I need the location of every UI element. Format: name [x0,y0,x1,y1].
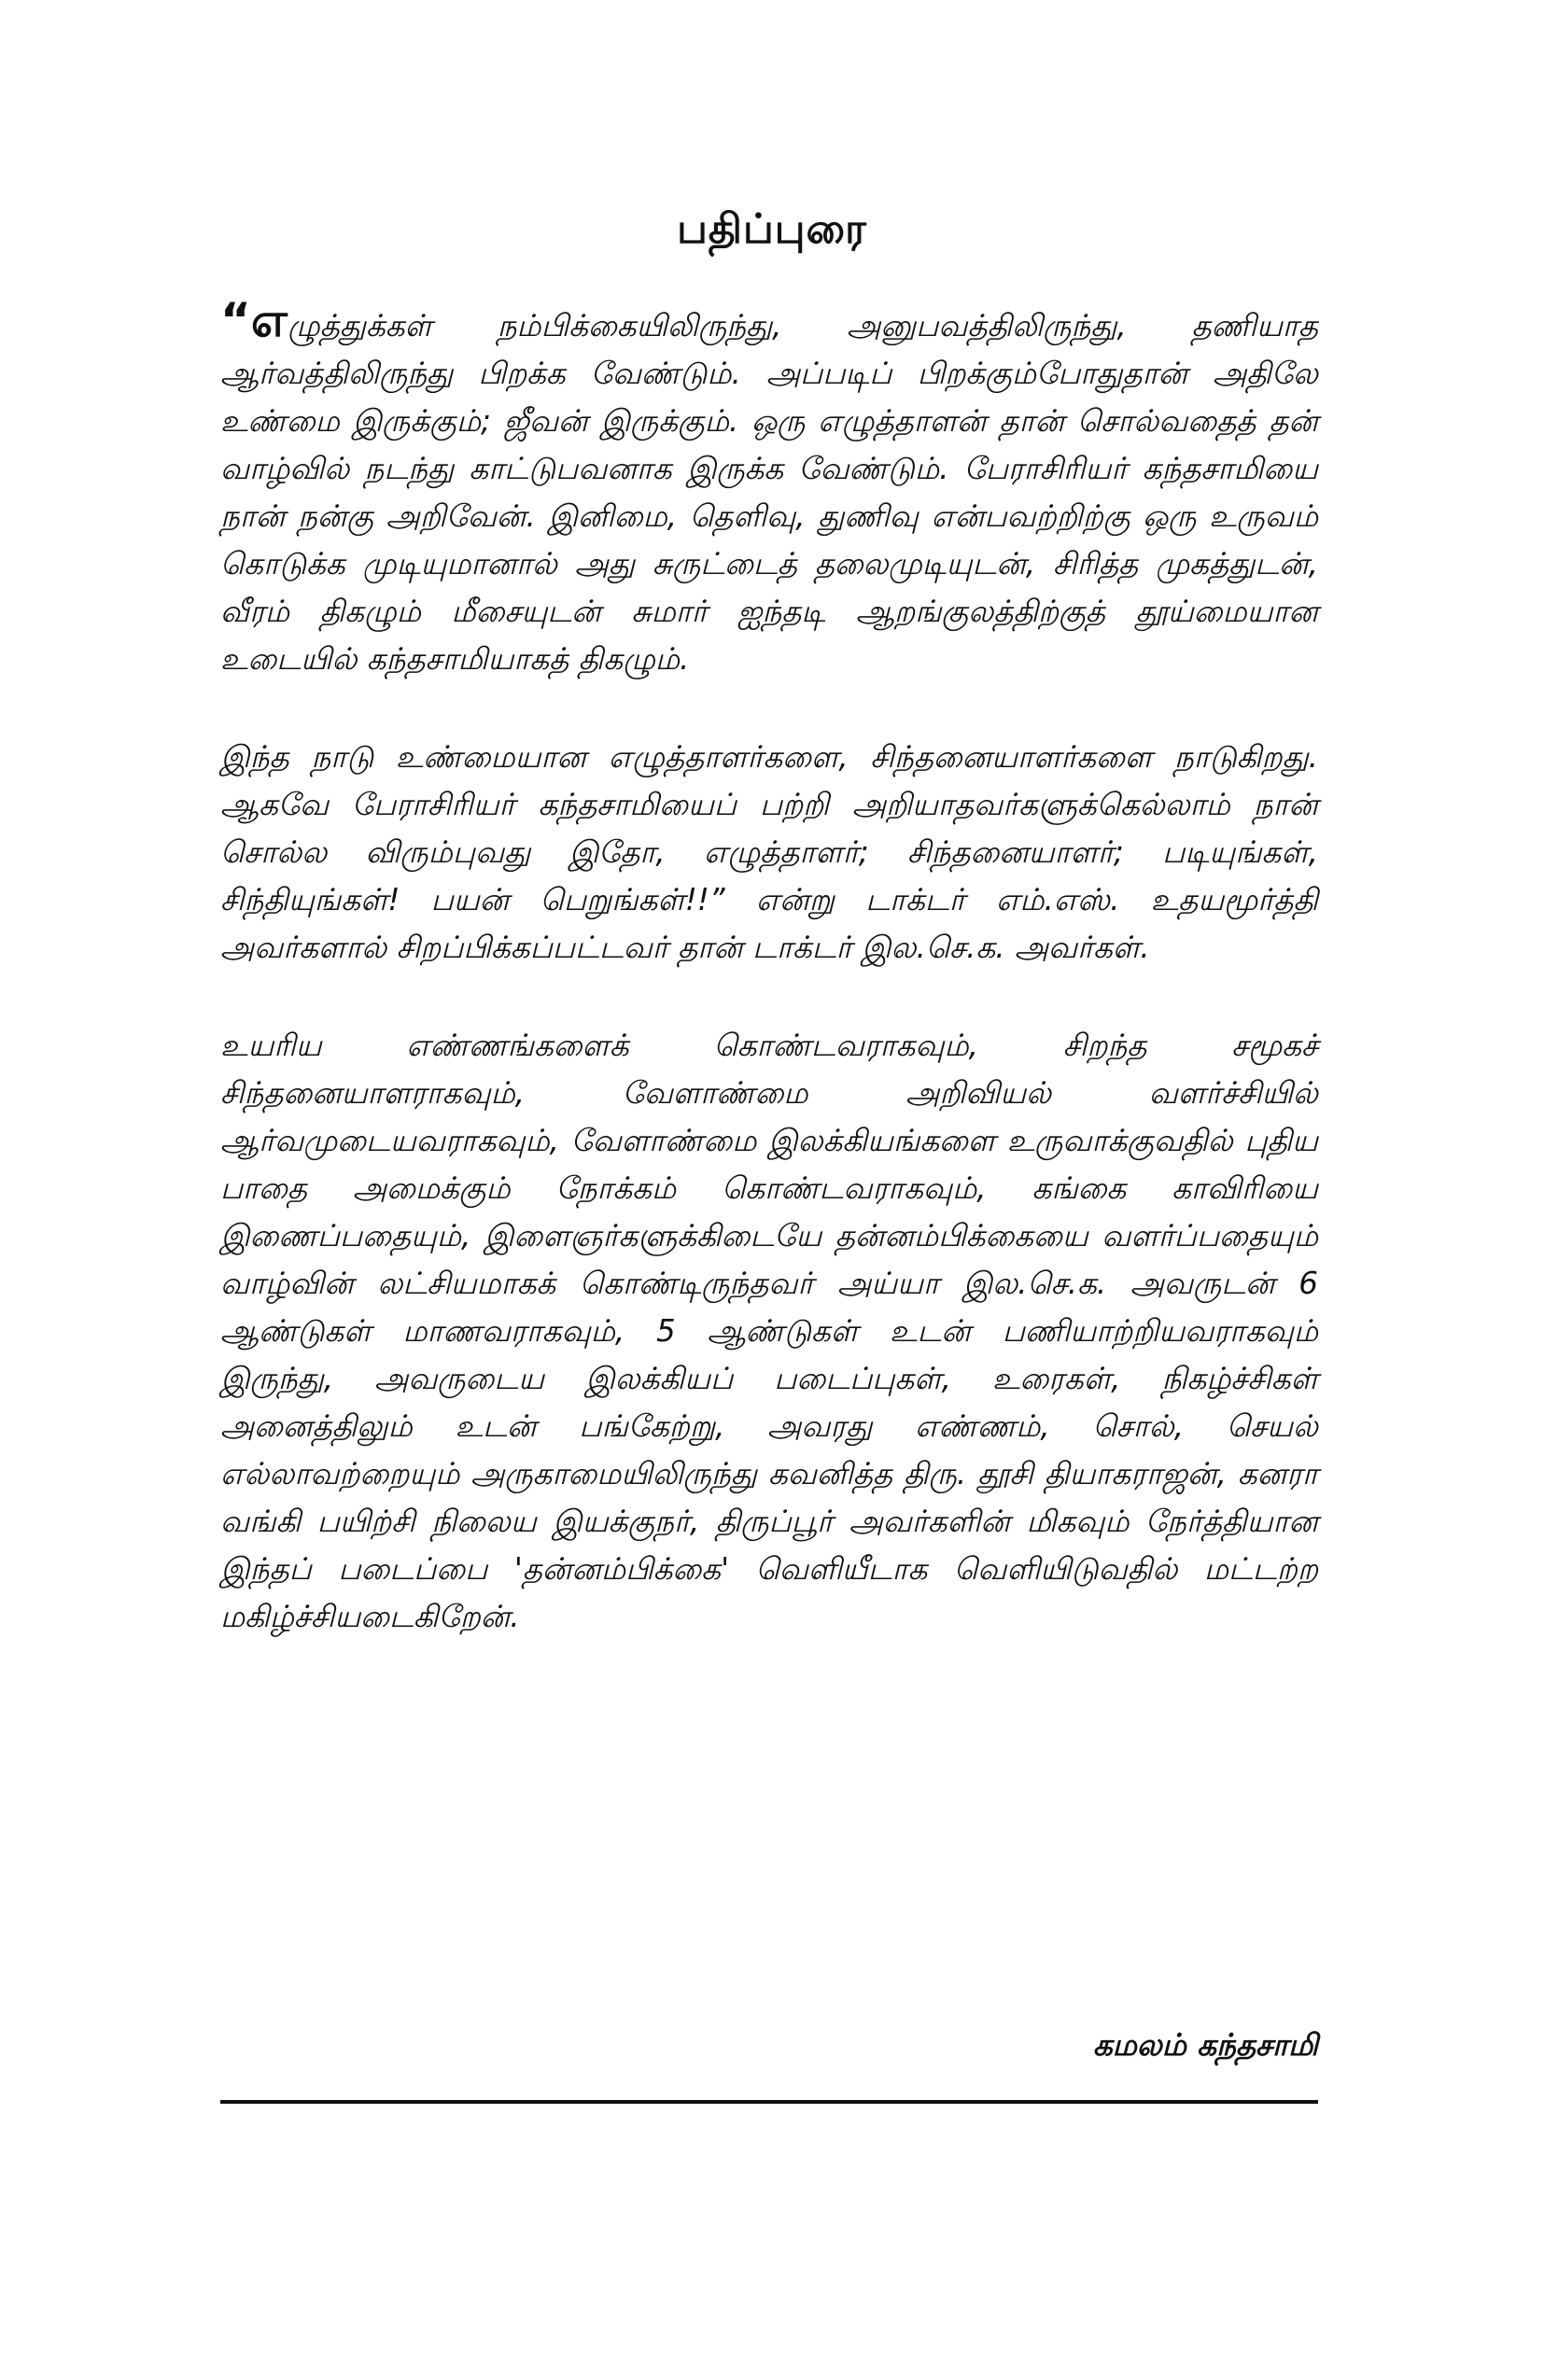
drop-cap: “எ [220,293,288,347]
paragraph-1 [220,293,1318,683]
paragraph-3: உயரிய எண்ணங்களைக் கொண்டவராகவும், சிறந்த சமூகச் சிந்தனையாளராகவும், வேளாண்மை அறிவியல் வளர்ச்சியில் ஆர்வமுடையவராகவும், வேளாண்மை இலக்கியங்களை உருவாக்குவதில் புதிய பாதை அமைக்கும் நோக்கம் கொண்டவராகவும், கங்கை காவிரியை இணைப்பதையும், இளைஞர்களுக்கிடையே தன்னம்பிக்கையை வளர்ப்பதையும் வாழ்வின் லட்சியமாகக் கொண்டிருந்தவர் அய்யா இல.செ.க. அவருடன் 6 ஆண்டுகள் மாணவராகவும், 5 ஆண்டுகள் உடன் பணியாற்றியவராகவும் இருந்து, அவருடைய இலக்கியப் படைப்புகள், உரைகள், நிகழ்ச்சிகள் அனைத்திலும் உடன் பங்கேற்று, அவரது எண்ணம், சொல், செயல் எல்லாவற்றையும் அருகாமையிலிருந்து கவனித்த திரு. தூசி தியாகராஜன், கனரா வங்கி பயிற்சி நிலைய இயக்குநர், திருப்பூர் அவர்களின் மிகவும் நேர்த்தியான இந்தப் படைப்பை 'தன்னம்பிக்கை' வெளியீடாக வெளியிடுவதில் மட்டற்ற மகிழ்ச்சியடைகிறேன். [220,1028,1318,1634]
bottom-rule [220,2100,1318,2104]
paragraph-1-text: ழுத்துக்கள் நம்பிக்கையிலிருந்து, அனுபவத்திலிருந்து, தணியாத ஆர்வத்திலிருந்து பிறக்க வேண்டும். அப்படிப் பிறக்கும்போதுதான் அதிலே உண்மை இருக்கும்; ஜீவன் இருக்கும். ஒரு எழுத்தாளன் தான் சொல்வதைத் தன் வாழ்வில் நடந்து காட்டுபவனாக இருக்க வேண்டும். பேராசிரியர் கந்தசாமியை நான் நன்கு அறிவேன். இனிமை, தெளிவு, துணிவு என்பவற்றிற்கு ஒரு உருவம் கொடுக்க முடியுமானால் அது சுருட்டைத் தலைமுடியுடன், சிரித்த முகத்துடன், வீரம் திகழும் மீசையுடன் சுமார் ஐந்தடி ஆறங்குலத்திற்குத் தூய்மையான உடையில் கந்தசாமியாகத் திகழும். [220,308,1318,677]
page-title: பதிப்புரை [677,205,867,253]
body-text [220,293,1318,1641]
signature: கமலம் கந்தசாமி [1092,2027,1318,2063]
paragraph-2: இந்த நாடு உண்மையான எழுத்தாளர்களை, சிந்தனையாளர்களை நாடுகிறது. ஆகவே பேராசிரியர் கந்தசாமியைப் பற்றி அறியாதவர்களுக்கெல்லாம் நான் சொல்ல விரும்புவது இதோ, எழுத்தாளர்; சிந்தனையாளர்; படியுங்கள், சிந்தியுங்கள்! பயன் பெறுங்கள்!!” என்று டாக்டர் எம்.எஸ். உதயமூர்த்தி அவர்களால் சிறப்பிக்கப்பட்டவர் தான் டாக்டர் இல.செ.க. அவர்கள். [220,739,1318,965]
